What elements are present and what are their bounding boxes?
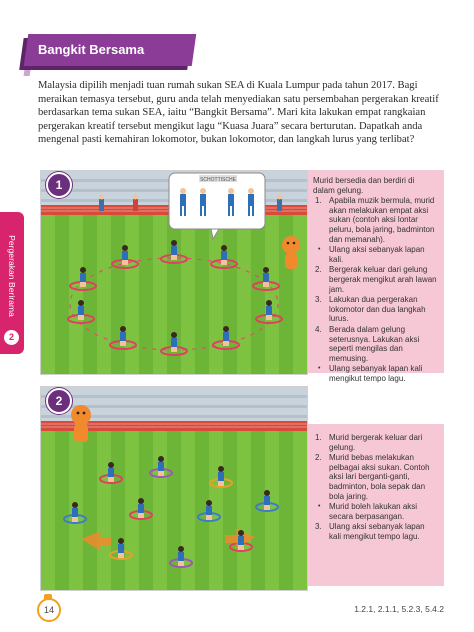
chapter-number-badge: 2 bbox=[4, 330, 19, 345]
title-decoration bbox=[24, 70, 31, 76]
instruction-item: • Murid boleh lakukan aksi secara berpasangan. bbox=[318, 502, 418, 521]
schottische-sign: SCHOTTISCHE bbox=[200, 177, 236, 183]
instruction-item: • Ulang sebanyak lapan kali mengikut tempo lagu. bbox=[318, 364, 423, 383]
scene-2-instructions bbox=[308, 424, 444, 586]
instruction-item: 1. Apabila muzik bermula, murid akan melakukan empat aksi sukan (contoh aksi lontar peluru, bola jaring, badminton dan memanah). bbox=[315, 196, 435, 244]
instruction-item: 2. Bergerak keluar dari gelung bergerak mengikut arah lawan jam. bbox=[315, 265, 437, 294]
scene-1-illustration bbox=[40, 170, 308, 375]
instruction-item: 3. Ulang aksi sebanyak lapan kali mengikut tempo lagu. bbox=[315, 522, 425, 541]
intro-paragraph: Malaysia dipilih menjadi tuan rumah sukan SEA di Kuala Lumpur pada tahun 2017. Bagi meraikan temasya tersebut, guru anda telah menyediakan satu persembahan pergerakan kreatif berdasarkan tema sukan SEA, iaitu “Bangkit Bersama”. Mari kita lakukan empat rangkaian pergerakan kreatif tersebut mengikut lagu “Kuasa Juara” secara berturutan. Dapatkah anda mengenal pasti kemahiran lokomotor, bukan lokomotor, dan langkah lurus yang terlibat? bbox=[38, 80, 439, 146]
scene-1-instructions bbox=[308, 170, 444, 383]
instruction-item: 3. Lakukan dua pergerakan lokomotor dan dua langkah lurus. bbox=[315, 295, 426, 324]
scene-1-intro: Murid bersedia dan berdiri di dalam gelung. bbox=[313, 176, 415, 195]
chapter-side-tab-label: Pergerakan Berirama bbox=[7, 235, 17, 317]
dance-demo-bubble bbox=[169, 173, 265, 239]
instruction-item: • Ulang aksi sebanyak lapan kali. bbox=[318, 245, 425, 264]
curriculum-codes: 1.2.1, 2.1.1, 5.2.3, 5.4.2 bbox=[354, 604, 444, 614]
step-1-badge: 1 bbox=[46, 172, 72, 198]
step-2-badge: 2 bbox=[46, 388, 72, 414]
instruction-item: 4. Berada dalam gelung seterusnya. Lakukan aksi seperti mengilas dan memusing. bbox=[315, 324, 420, 363]
instruction-item: 1. Murid bergerak keluar dari gelung. bbox=[315, 433, 423, 452]
page-number: 14 bbox=[37, 598, 61, 622]
instruction-item: 2. Murid bebas melakukan pelbagai aksi sukan. Contoh aksi lari berganti-ganti, badminton, bola sepak dan bola jaring. bbox=[315, 453, 430, 501]
page-title: Bangkit Bersama bbox=[38, 42, 145, 57]
scene-2-illustration bbox=[40, 386, 308, 591]
